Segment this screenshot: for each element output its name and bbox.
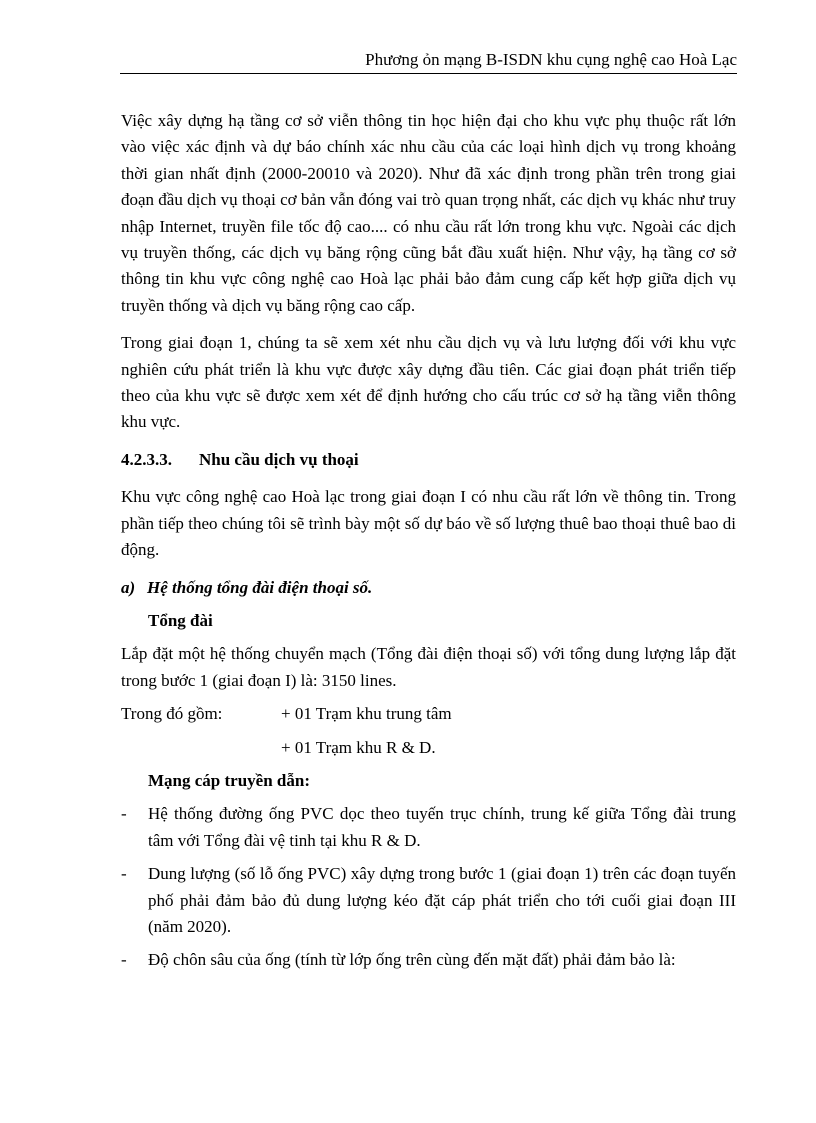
bullet-item <box>121 801 736 854</box>
bullet-text: Độ chôn sâu của ống (tính từ lớp ống trên cùng đến mặt đất) phải đảm bảo là: <box>148 950 676 970</box>
bullet-text: Dung lượng (số lỗ ống PVC) xây dựng trong bước 1 (giai đoạn 1) trên các đoạn tuyến phố phải đảm bảo đủ dung lượng kéo đặt cáp phát triển cho tới cuối giai đoạn III (năm 2020). <box>148 864 736 936</box>
paragraph-intro: Việc xây dựng hạ tầng cơ sở viễn thông tin học hiện đại cho khu vực phụ thuộc rất lớn vào việc xác định và dự báo chính xác nhu cầu của các loại hình dịch vụ trong khoảng thời gian nhất định (2000-20010 và 2020). Như đã xác định trong phần trên trong giai đoạn đầu dịch vụ thoại cơ bản vẫn đóng vai trò quan trọng nhất, các dịch vụ khác như truy nhập Internet, truyền file tốc độ cao.... có nhu cầu rất lớn trong khu vực. Ngoài các dịch vụ truyền thống, các dịch vụ băng rộng cũng bắt đầu xuất hiện. Như vậy, hạ tầng cơ sở thông tin khu vực công nghệ cao Hoà lạc phải bảo đảm cung cấp kết hợp giữa dịch vụ truyền thống và dịch vụ băng rộng cao cấp. <box>121 111 736 315</box>
section-number: 4.2.3.3. <box>121 449 172 469</box>
bullet-dash: - <box>121 950 127 970</box>
list-item: + 01 Trạm khu R & D. <box>281 737 436 757</box>
header-title: Phương ỏn mạng B-ISDN khu cụng nghệ cao Hoà Lạc <box>365 50 737 69</box>
paragraph-phase-1: Trong giai đoạn 1, chúng ta sẽ xem xét nhu cầu dịch vụ và lưu lượng đối với khu vực nghiên cứu phát triển là khu vực được xây dựng đầu tiên. Các giai đoạn phát triển tiếp theo của khu vực sẽ được xem xét để định hướng cho cấu trúc cơ sở hạ tầng viễn thông khu vực. <box>121 333 736 432</box>
paragraph-voice-demand: Khu vực công nghệ cao Hoà lạc trong giai đoạn I có nhu cầu rất lớn về thông tin. Trong phần tiếp theo chúng tôi sẽ trình bày một số dự báo về số lượng thuê bao thoại thuê bao di động. <box>121 487 736 560</box>
bullet-item <box>121 861 736 940</box>
subsection-label: a) <box>121 577 136 597</box>
paragraph-install: Lắp đặt một hệ thống chuyển mạch (Tổng đài điện thoại số) với tổng dung lượng lắp đặt trong bước 1 (giai đoạn I) là: 3150 lines. <box>121 644 736 690</box>
page-header <box>120 50 737 74</box>
section-heading <box>121 447 736 473</box>
subsection-title: Hệ thống tổng đài điện thoại số. <box>147 577 373 597</box>
list-label: Trong đó gồm: <box>121 704 223 724</box>
bullet-dash: - <box>121 864 127 884</box>
page-body <box>121 108 736 974</box>
bullet-item <box>121 947 736 973</box>
list-row <box>121 735 736 761</box>
list-row <box>121 701 736 727</box>
tong-dai-heading: Tổng đài <box>148 610 213 630</box>
subsection-heading <box>121 575 736 601</box>
bullet-dash: - <box>121 804 127 824</box>
mang-cap-heading: Mạng cáp truyền dẫn: <box>148 770 310 790</box>
bullet-text: Hệ thống đường ống PVC dọc theo tuyến trục chính, trung kế giữa Tổng đài trung tâm với Tổng đài vệ tinh tại khu R & D. <box>148 804 736 850</box>
list-item: + 01 Trạm khu trung tâm <box>281 704 452 724</box>
section-title: Nhu cầu dịch vụ thoại <box>199 449 359 469</box>
